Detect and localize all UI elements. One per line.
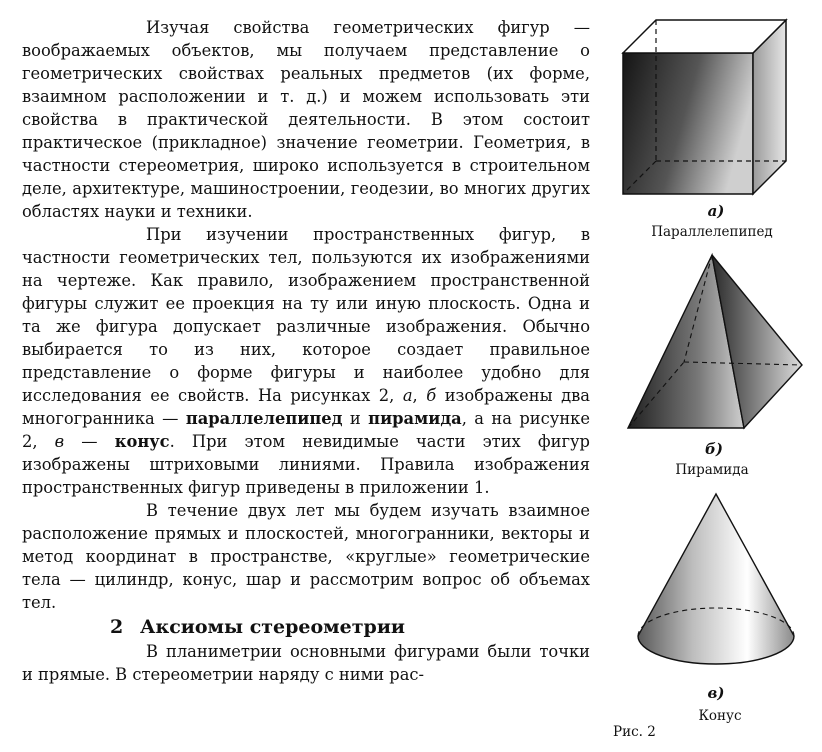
p2-part: , [412, 386, 427, 405]
text-column [22, 16, 590, 686]
caption-parallelepiped: Параллелепипед [651, 224, 773, 240]
paragraph-4 [22, 640, 590, 686]
term-parallelepiped: параллелепипед [185, 409, 343, 428]
paragraph-1-text: Изучая свойства геометрических фигур — воображаемых объектов, мы получаем представление о геометрических свойствах реальных предметов (их форме, взаимном расположении и т. д.) и можем использовать эти свойства в практической деятельности. В этом состоит практическое (прикладное) значение геометрии. Геометрия, в частности стереометрия, широко используется в строительном деле, архитектуре, машиностроении, геодезии, во многих других областях науки и техники. [22, 18, 590, 221]
caption-letter-b: б) [705, 440, 723, 458]
section-heading [22, 614, 590, 640]
parallelepiped-figure [618, 16, 818, 208]
figure-label: Рис. 2 [613, 724, 656, 740]
p2-part: изображены два многогранника — [22, 386, 591, 428]
p2-part: При изучении пространственных фигур, в частности геометрических тел, пользуются их изображениями на чертеже. Как правило, изображением пространственной фигуры служит ее проекция на ту или иную плоскость. Одна и та же фигура допускает различные изображения. Обычно выбирается то из них, которое создает правильное представление о форме фигуры и наиболее удобно для исследования ее свойств. На рисунках 2, [22, 225, 590, 405]
p2-italic-b: б [426, 386, 437, 405]
term-cone: конус [114, 432, 170, 451]
p2-italic-a: а [402, 386, 413, 405]
p2-part: . При этом невидимые части этих фигур изображены штриховыми линиями. Правила изображения пространственных фигур приведены в приложении 1. [22, 432, 590, 497]
p2-part: , а на рисунке 2, [22, 409, 590, 451]
cone-figure [630, 486, 805, 684]
paragraph-1 [22, 16, 590, 223]
term-pyramid: пирамида [368, 409, 462, 428]
caption-pyramid: Пирамида [675, 462, 749, 478]
p2-italic-v: в [54, 432, 65, 451]
p2-part: — [64, 432, 115, 451]
caption-letter-a: а) [707, 202, 725, 220]
paragraph-4-text: В планиметрии основными фигурами были точки и прямые. В стереометрии наряду с ними рас- [22, 642, 590, 684]
paragraph-3 [22, 499, 590, 614]
section-title: Аксиомы стереометрии [140, 616, 406, 638]
paragraph-3-text: В течение двух лет мы будем изучать взаимное расположение прямых и плоскостей, многогранники, векторы и метод координат в пространстве, «круглые» геометрические тела — цилиндр, конус, шар и рассмотрим вопрос об объемах тел. [22, 501, 590, 612]
caption-letter-v: в) [707, 684, 725, 702]
p2-part: и [342, 409, 369, 428]
section-number: 2 [110, 616, 124, 638]
caption-cone: Конус [698, 708, 742, 724]
pyramid-figure [620, 250, 810, 435]
paragraph-2 [22, 223, 590, 499]
